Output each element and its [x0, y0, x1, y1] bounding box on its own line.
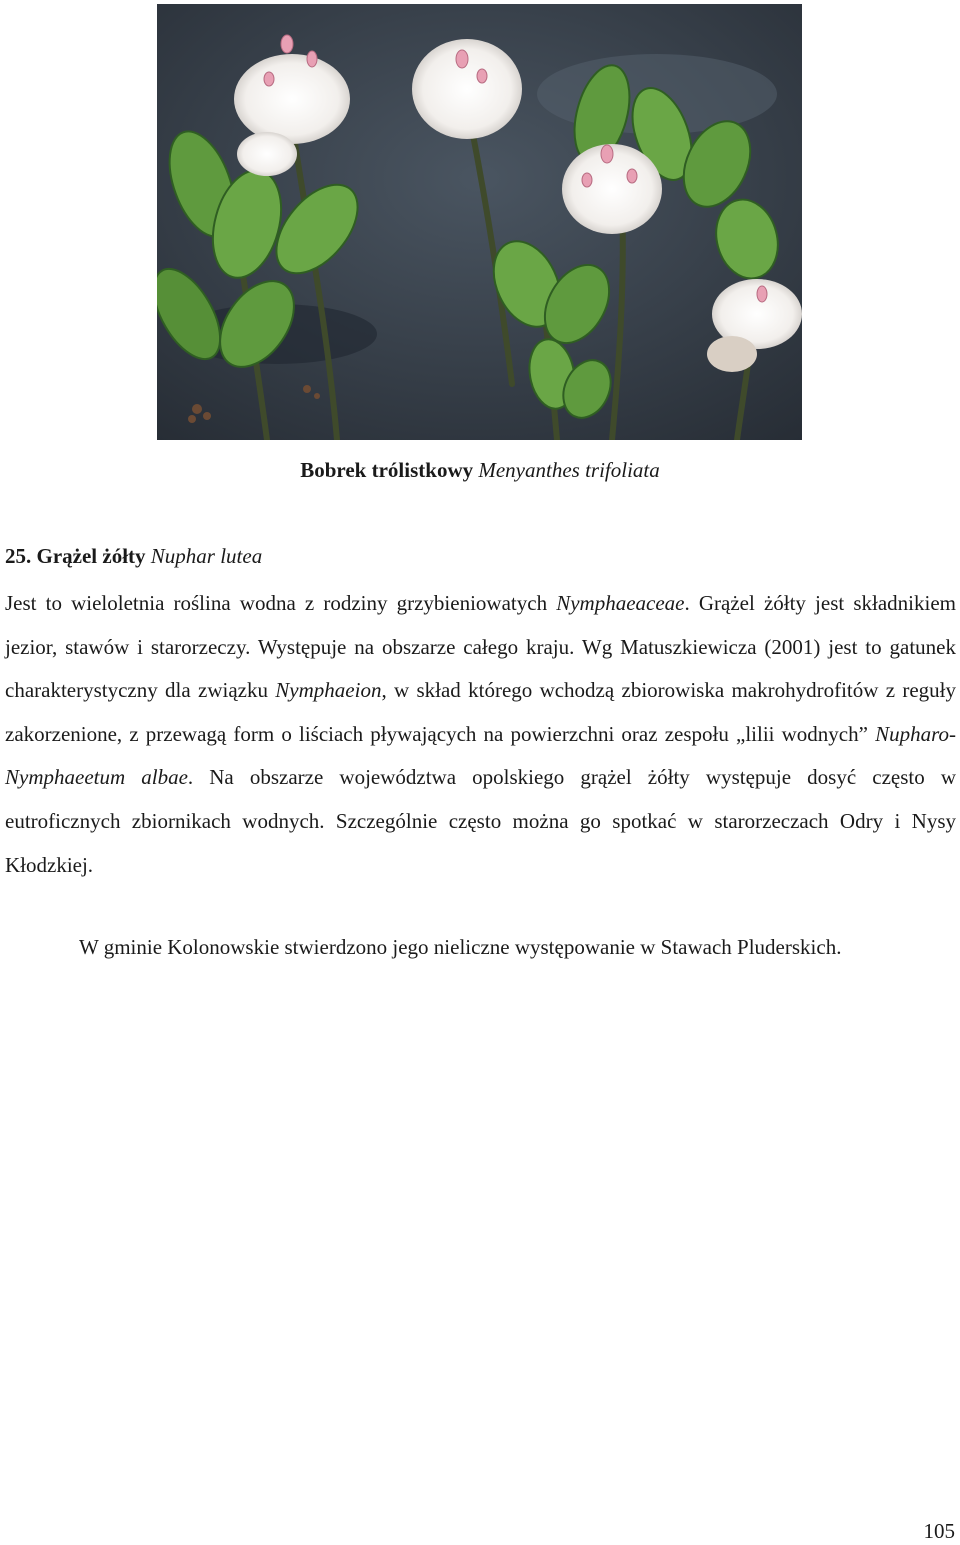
section-heading — [5, 542, 262, 570]
plant-photo — [157, 4, 802, 440]
caption-common-name: Bobrek trólistkowy — [300, 458, 474, 482]
paragraph-1-text-b: . Grążel żółty jest składnikiem jezior, stawów i starorzeczy. Występuje na obszarze całego kraju. Wg Matuszkiewicza (2001) jest to gatunek charakterystyczny dla związku — [5, 591, 956, 703]
section-latin-name: Nuphar lutea — [150, 544, 263, 568]
paragraph-1-latin-b: Nymphaeion — [275, 678, 382, 703]
paragraph-1-text-a: Jest to wieloletnia roślina wodna z rodziny grzybieniowatych — [5, 591, 557, 615]
paragraph-1 — [5, 582, 956, 887]
page-number: 105 — [923, 1519, 955, 1543]
paragraph-2: W gminie Kolonowskie stwierdzono jego nieliczne występowanie w Stawach Pluderskich. — [79, 935, 842, 959]
paragraph-1-latin-a: Nymphaeaceae — [556, 591, 685, 615]
paragraph-1-text-d: . Na obszarze województwa opolskiego grążel żółty występuje dosyć często w eutroficznych zbiornikach wodnych. Szczególnie często można go spotkać w starorzeczach Odry i Nysy Kłodzkiej. — [5, 765, 957, 877]
paragraph-1-latin-c: Nupharo-Nymphaeetum albae — [5, 721, 956, 790]
section-title: 25. Grążel żółty — [5, 544, 146, 568]
bogbean-illustration — [157, 4, 802, 440]
photo-caption — [0, 456, 960, 484]
caption-latin-name: Menyanthes trifoliata — [478, 458, 660, 482]
paragraph-1-text-c: , w skład którego wchodzą zbiorowiska makrohydrofitów z reguły zakorzenione, z przewagą form o liściach pływających na powierzchni oraz zespołu „lilii wodnych” — [5, 678, 956, 746]
